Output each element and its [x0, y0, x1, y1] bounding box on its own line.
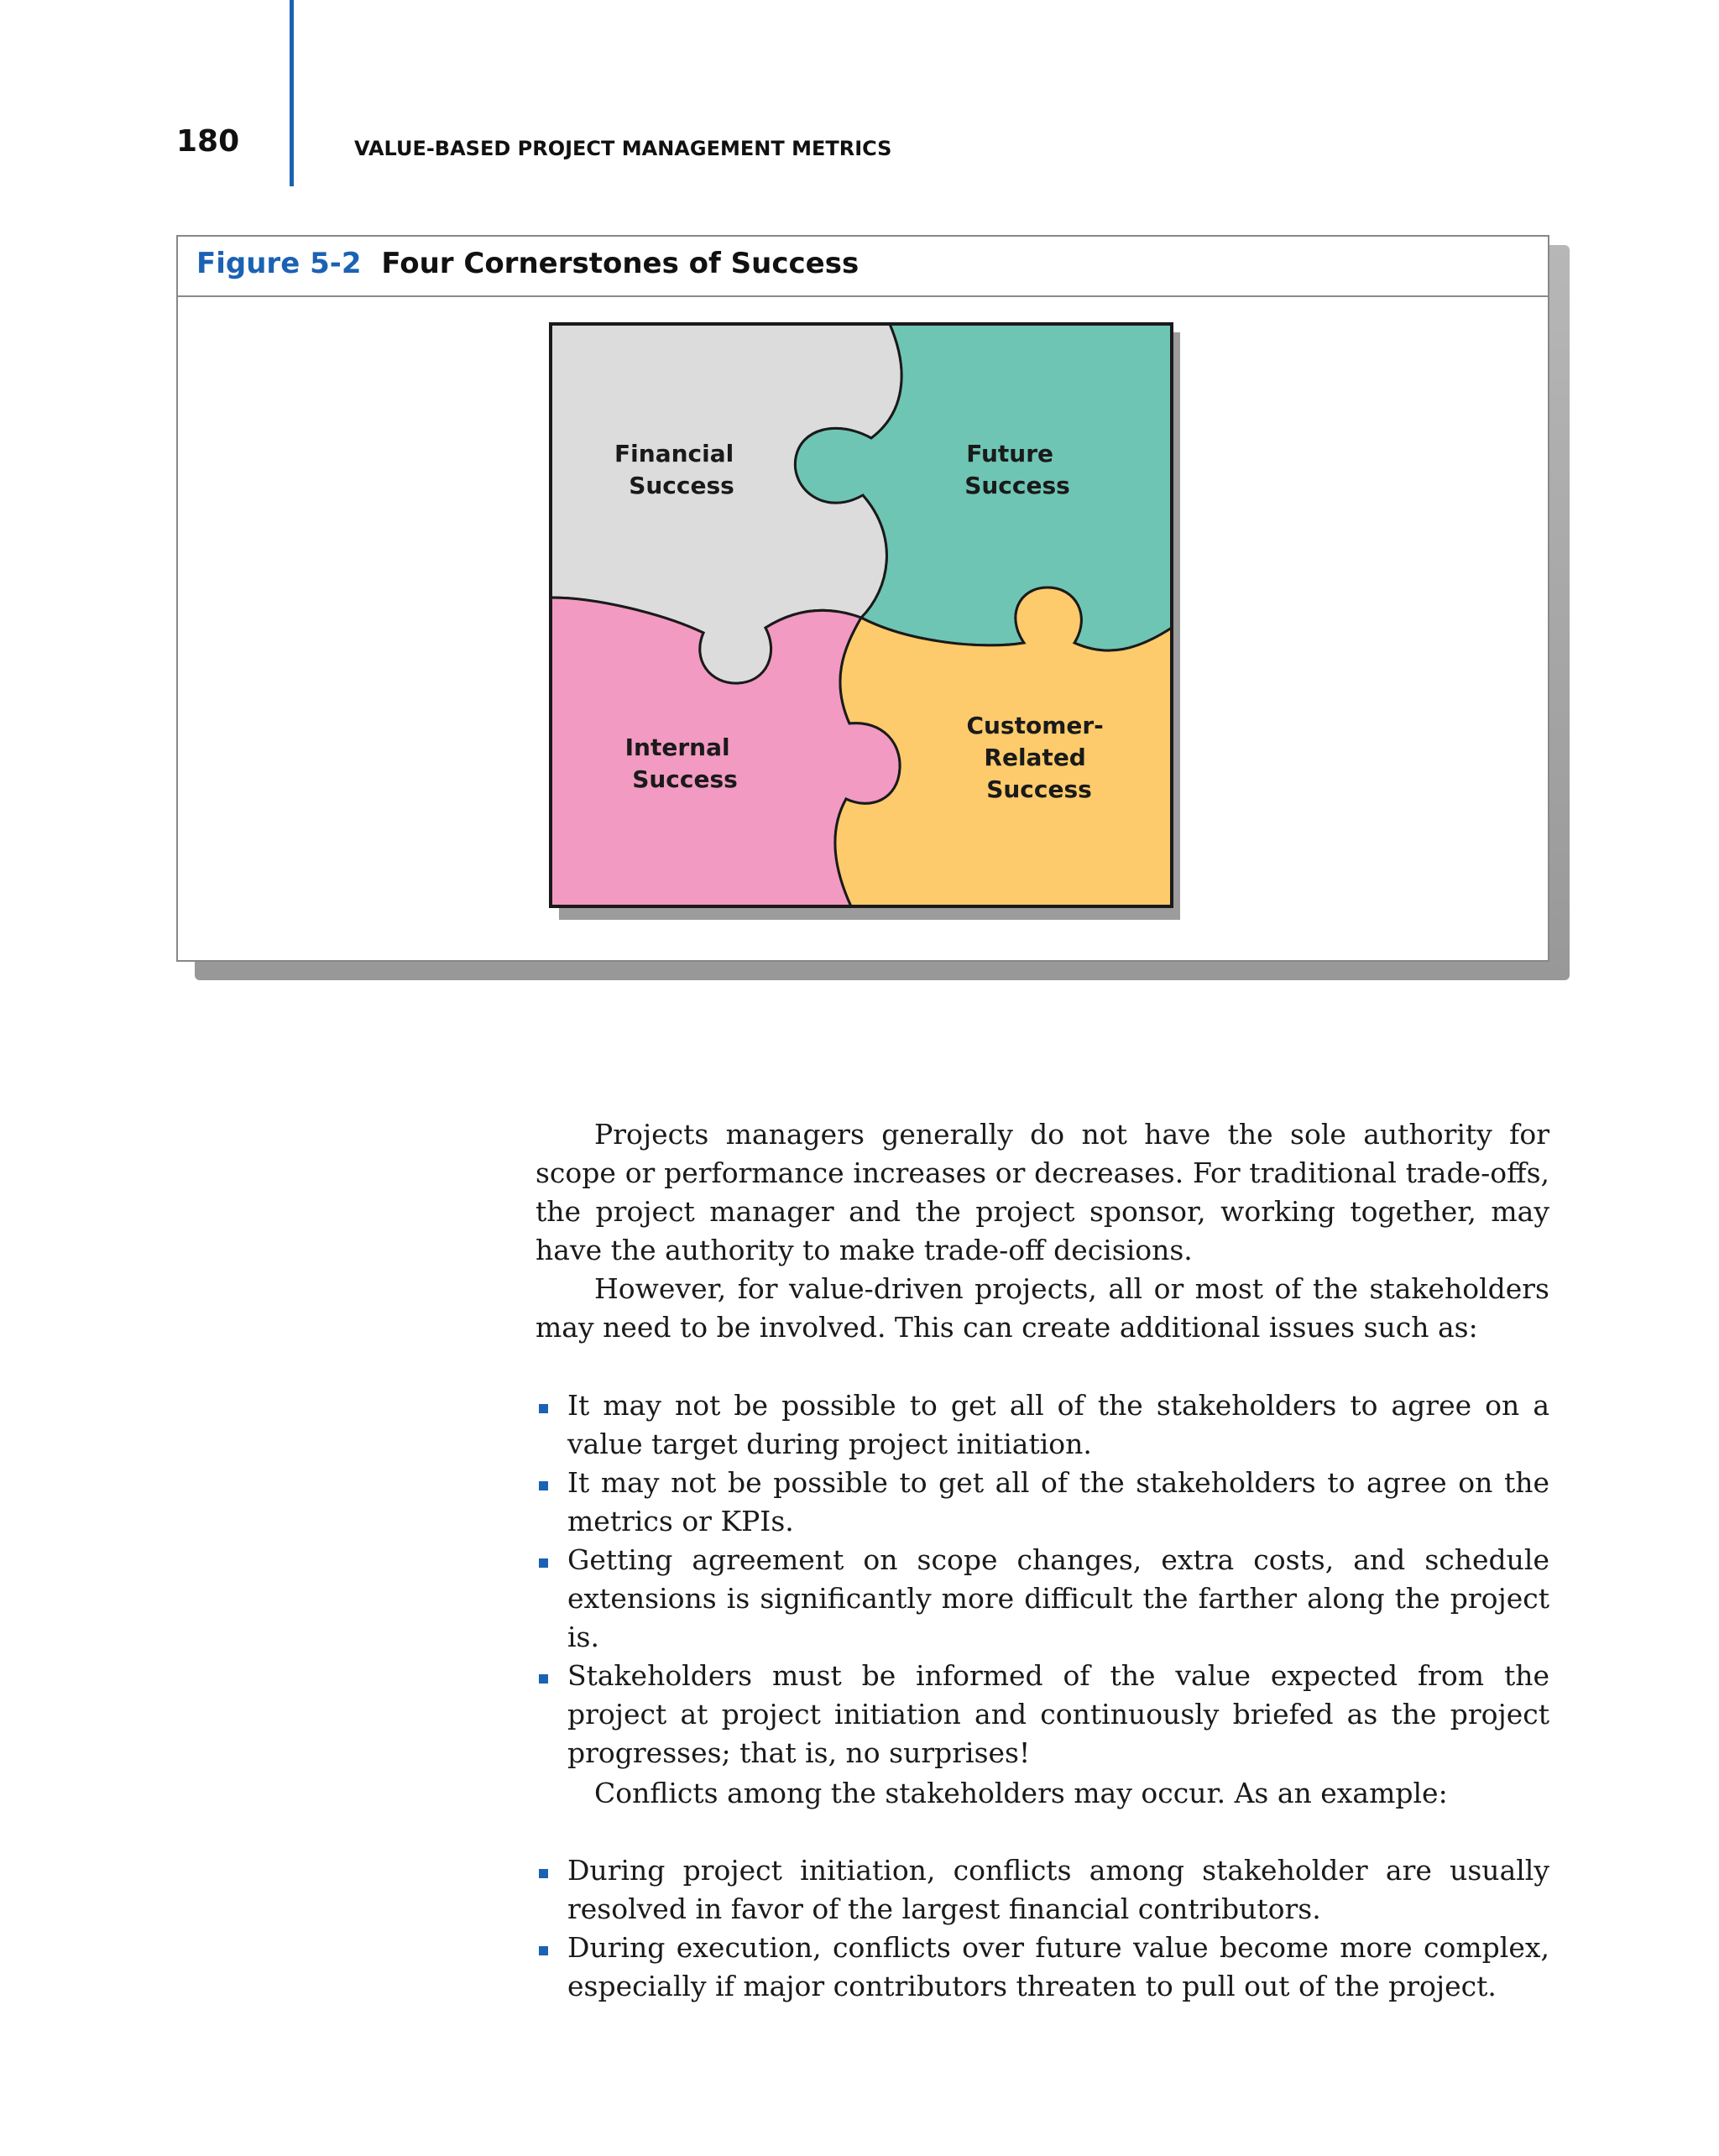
figure-title: Four Cornerstones of Success [381, 247, 860, 280]
bullet-list-conflicts [536, 1851, 1549, 2006]
bullet-icon [539, 1946, 548, 1955]
future-label: Future Success [964, 440, 1070, 499]
customer-label: Customer- Related Success [966, 712, 1104, 803]
bullet-icon [539, 1481, 548, 1490]
figure-box [176, 235, 1549, 962]
puzzle-diagram [547, 321, 1185, 925]
internal-label: Internal Success [624, 733, 738, 793]
bullet-icon [539, 1404, 548, 1413]
paragraph-2: However, for value-driven projects, all or most of the stakeholders may need to be involved. This can create additional issues such as: [536, 1272, 1549, 1344]
page-number: 180 [176, 124, 240, 159]
figure-caption [178, 237, 1548, 297]
header-rule [290, 0, 294, 186]
running-head: VALUE-BASED PROJECT MANAGEMENT METRICS [354, 137, 892, 160]
list-item: During project initiation, conflicts among stakeholder are usually resolved in favor of the largest financial contributors. [536, 1851, 1549, 1929]
list-item: Stakeholders must be informed of the value expected from the project at project initiation and continuously briefed as the project progresses; that is, no surprises! [536, 1657, 1549, 1772]
list-item: It may not be possible to get all of the stakeholders to agree on the metrics or KPIs. [536, 1464, 1549, 1541]
list-item: Getting agreement on scope changes, extra costs, and schedule extensions is significantly more difficult the farther along the project is. [536, 1541, 1549, 1657]
bullet-icon [539, 1558, 548, 1568]
bullet-icon [539, 1869, 548, 1878]
figure-number: Figure 5-2 [196, 247, 362, 280]
list-item: During execution, conflicts over future value become more complex, especially if major contributors threaten to pull out of the project. [536, 1929, 1549, 2006]
paragraph-3: Conflicts among the stakeholders may occur. As an example: [594, 1777, 1448, 1809]
financial-label: Financial Success [614, 440, 734, 499]
bullet-list-issues [536, 1386, 1549, 1772]
paragraph-1: Projects managers generally do not have the sole authority for scope or performance increases or decreases. For traditional trade-offs, the project manager and the project sponsor, working together, may have the authority to make trade-off decisions. [536, 1118, 1549, 1266]
list-item: It may not be possible to get all of the stakeholders to agree on a value target during project initiation. [536, 1386, 1549, 1464]
bullet-icon [539, 1674, 548, 1684]
